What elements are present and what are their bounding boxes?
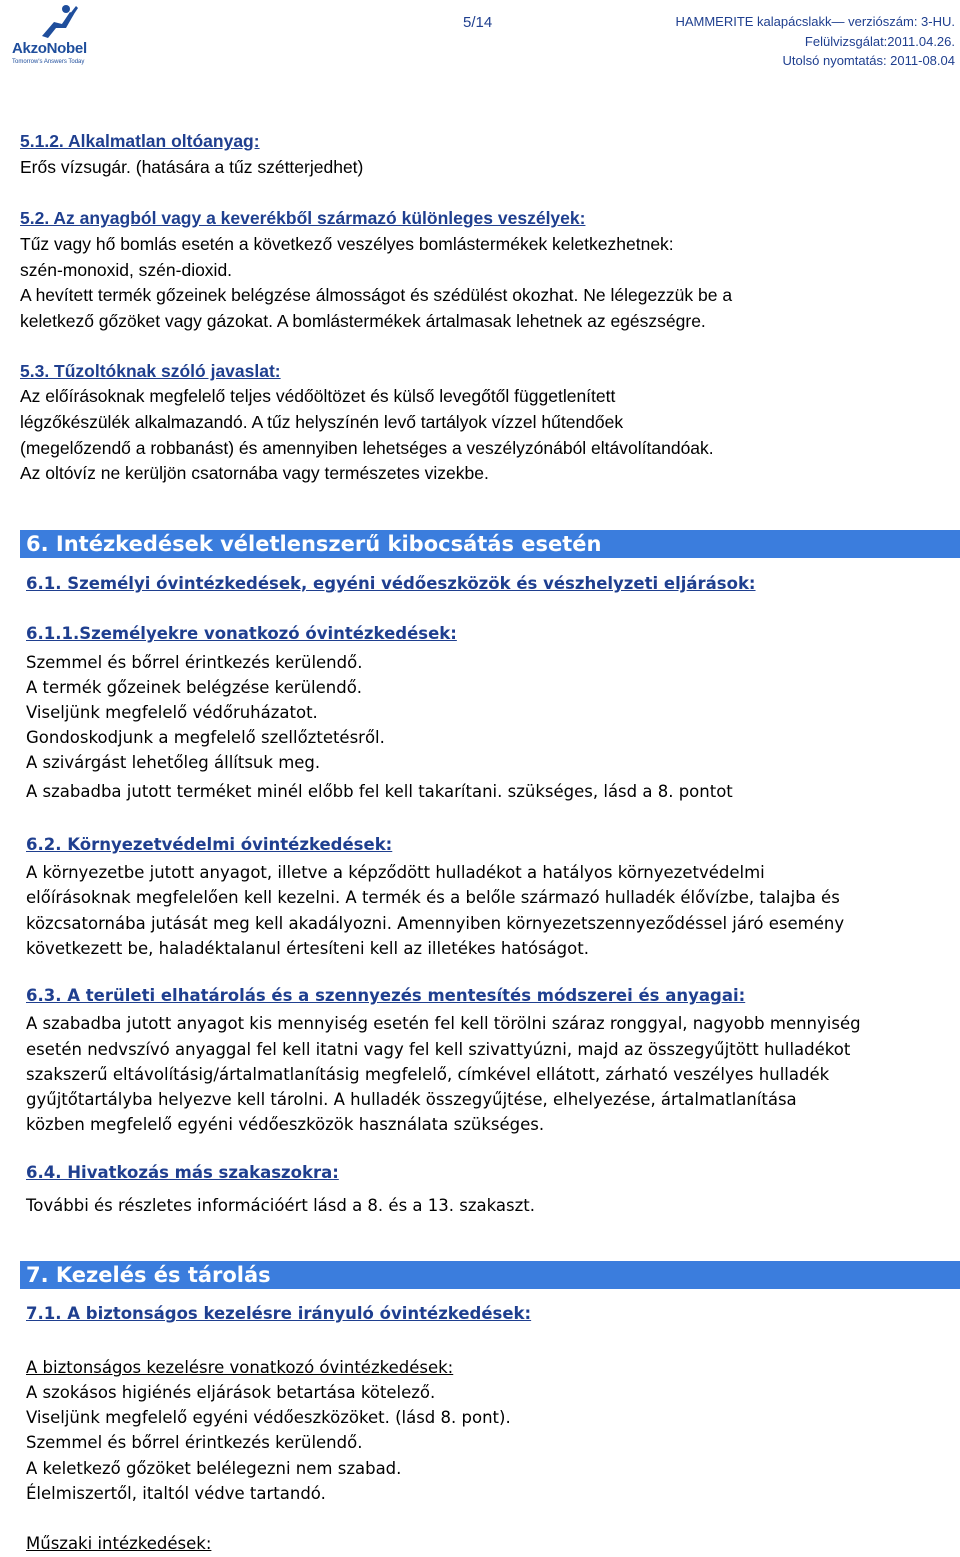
paragraph-line: A hevített termék gőzeinek belégzése álmosságot és szédülést okozhat. Ne lélegezzük be a: [20, 285, 733, 305]
list-item: Viseljünk megfelelő egyéni védőeszközöket. (lásd 8. pont).: [26, 1408, 511, 1427]
paragraph-line: (megelőzendő a robbanást) és amennyiben lehetséges a veszélyzónából eltávolítandóak.: [20, 438, 714, 458]
list-item: Szemmel és bőrrel érintkezés kerülendő.: [26, 653, 363, 672]
paragraph-line: közcsatornába jutását meg kell akadályozni. Amennyiben környezetszennyeződéssel járó esemény: [26, 914, 845, 933]
list-item: A szokásos higiénés eljárások betartása kötelező.: [26, 1383, 436, 1402]
list-item: A termék gőzeinek belégzése kerülendő.: [26, 678, 363, 697]
figure-logo-icon: [36, 4, 80, 38]
akzonobel-logo: [8, 4, 104, 68]
brand-name: AkzoNobel: [12, 40, 87, 57]
technical-measures-heading: Műszaki intézkedések:: [26, 1534, 212, 1553]
page-number: 5/14: [463, 14, 493, 31]
section-5-1-2-title: 5.1.2. Alkalmatlan oltóanyag:: [20, 131, 260, 151]
section-5-1-2-text: Erős vízsugár. (hatására a tűz szétterjedhet): [20, 157, 364, 177]
print-date: Utolsó nyomtatás: 2011-08.04: [782, 53, 955, 68]
list-item: A keletkező gőzöket belélegezni nem szabad.: [26, 1459, 402, 1478]
paragraph-line: A szabadba jutott anyagot kis mennyiség esetén fel kell törölni száraz ronggyal, nagyobb mennyiség: [26, 1014, 861, 1033]
section-6-heading-bar: [20, 530, 960, 558]
paragraph-line: szén-monoxid, szén-dioxid.: [20, 260, 233, 280]
section-7-heading: 7. Kezelés és tárolás: [26, 1263, 271, 1287]
paragraph-line: légzőkészülék alkalmazandó. A tűz helyszínén levő tartályok vízzel hűtendőek: [20, 412, 624, 432]
section-7-heading-bar: [20, 1261, 960, 1289]
paragraph-line: Az oltóvíz ne kerüljön csatornába vagy természetes vizekbe.: [20, 463, 489, 483]
list-item: Élelmiszertől, italtól védve tartandó.: [26, 1484, 326, 1503]
list-item: A szivárgást lehetőleg állítsuk meg.: [26, 753, 321, 772]
paragraph-line: előírásoknak megfelelően kell kezelni. A termék és a belőle származó hulladék élővízbe, talajba és: [26, 888, 840, 907]
list-item: Viseljünk megfelelő védőruházatot.: [26, 703, 318, 722]
list-item: Szemmel és bőrrel érintkezés kerülendő.: [26, 1433, 363, 1452]
paragraph-line: További és részletes információért lásd a 8. és a 13. szakaszt.: [26, 1196, 535, 1215]
paragraph-line: esetén nedvszívó anyaggal fel kell itatni vagy fel kell szivattyúzni, majd az összegyűjtött hulladékot: [26, 1040, 851, 1059]
section-5-2-title: 5.2. Az anyagból vagy a keverékből származó különleges veszélyek:: [20, 208, 586, 228]
section-6-heading: 6. Intézkedések véletlenszerű kibocsátás esetén: [26, 532, 602, 556]
handling-subheading: A biztonságos kezelésre vonatkozó óvintézkedések:: [26, 1358, 454, 1377]
section-5-3-title: 5.3. Tűzoltóknak szóló javaslat:: [20, 361, 281, 381]
paragraph-line: keletkező gőzöket vagy gázokat. A bomlástermékek ártalmasak lehetnek az egészségre.: [20, 311, 706, 331]
paragraph-line: gyűjtőtartályba helyezve kell tárolni. A hulladék összegyűjtése, elhelyezése, ártalmatlanítása: [26, 1090, 797, 1109]
brand-tagline: Tomorrow's Answers Today: [12, 59, 85, 65]
section-6-2-title: 6.2. Környezetvédelmi óvintézkedések:: [26, 835, 393, 854]
section-6-1-title: 6.1. Személyi óvintézkedések, egyéni védőeszközök és vészhelyzeti eljárások:: [26, 574, 756, 593]
paragraph-line: A környezetbe jutott anyagot, illetve a képződött hulladékot a hatályos környezetvédelmi: [26, 863, 765, 882]
paragraph-line: Az előírásoknak megfelelő teljes védőöltözet és külső levegőtől függetlenített: [20, 386, 616, 406]
section-6-1-1-title: 6.1.1.Személyekre vonatkozó óvintézkedések:: [26, 624, 457, 643]
review-date: Felülvizsgálat:2011.04.26.: [804, 34, 955, 49]
paragraph-line: szakszerű eltávolításig/ártalmatlanításig megfelelő, címkével ellátott, zárható veszélyes hulladék: [26, 1065, 830, 1084]
section-6-3-title: 6.3. A területi elhatárolás és a szennyezés mentesítés módszerei és anyagai:: [26, 986, 746, 1005]
product-version: HAMMERITE kalapácslakk— verziószám: 3-HU.: [675, 14, 955, 29]
paragraph-line: közben megfelelő egyéni védőeszközök használata szükséges.: [26, 1115, 545, 1134]
section-7-1-title: 7.1. A biztonságos kezelésre irányuló óvintézkedések:: [26, 1304, 532, 1323]
list-item: Gondoskodjunk a megfelelő szellőztetésről.: [26, 728, 385, 747]
list-item: A szabadba jutott terméket minél előbb fel kell takarítani. szükséges, lásd a 8. pontot: [26, 782, 733, 801]
paragraph-line: következett be, haladéktalanul értesíteni kell az illetékes hatóságot.: [26, 939, 589, 958]
section-6-4-title: 6.4. Hivatkozás más szakaszokra:: [26, 1163, 339, 1182]
paragraph-line: Tűz vagy hő bomlás esetén a következő veszélyes bomlástermékek keletkezhetnek:: [20, 234, 674, 254]
